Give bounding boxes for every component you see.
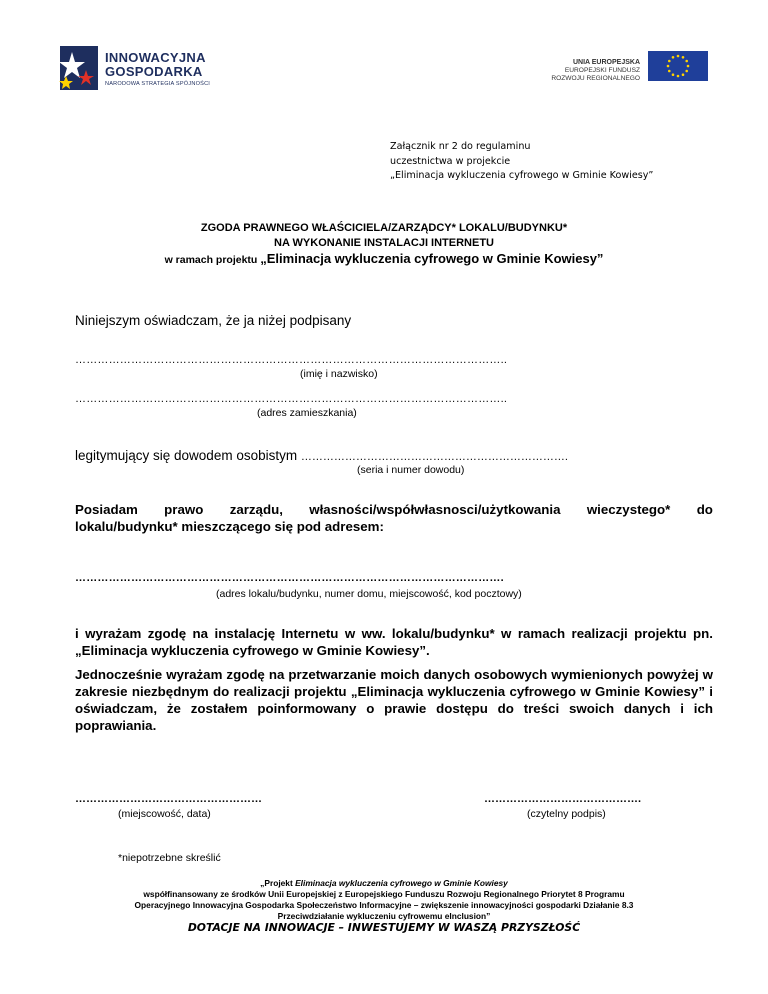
document-subtitle: NA WYKONANIE INSTALACJI INTERNETU bbox=[274, 237, 494, 249]
footnote: *niepotrzebne skreślić bbox=[118, 852, 221, 864]
location-caption: (adres lokalu/budynku, numer domu, miejscowość, kod pocztowy) bbox=[216, 588, 522, 600]
eu-logo-text: UNIA EUROPEJSKA EUROPEJSKI FUNDUSZ ROZWOJU REGIONALNEGO bbox=[551, 59, 640, 82]
document-title: ZGODA PRAWNEGO WŁAŚCICIELA/ZARZĄDCY* LOKALU/BUDYNKU* bbox=[200, 222, 568, 234]
data-consent-paragraph: Jednocześnie wyrażam zgodę na przetwarzanie moich danych osobowych wymienionych powyżej w zakresie niezbędnym do realizacji projektu „Eliminacja wykluczenia cyfrowego w Gminie Kowiesy” i oświadczam, że zostałem poinformowany o prawie dostępu do treści swoich danych i ich poprawiania. bbox=[75, 667, 713, 733]
innowacyjna-gospodarka-logo bbox=[58, 44, 228, 96]
footer-slogan: DOTACJE NA INNOWACJE – INWESTUJEMY W WASZĄ PRZYSZŁOŚĆ bbox=[187, 921, 581, 934]
logo-title: INNOWACYJNA GOSPODARKA bbox=[105, 50, 206, 79]
id-field-dots[interactable]: ………………………………………………………………. bbox=[300, 451, 568, 463]
footer-project: „Projekt Eliminacja wykluczenia cyfrowego w Gminie Kowiesy bbox=[260, 878, 508, 888]
project-line: w ramach projektu „Eliminacja wykluczenia cyfrowego w Gminie Kowiesy” bbox=[164, 251, 604, 266]
consent-paragraph: i wyrażam zgodę na instalację Internetu w ww. lokalu/budynku* w ramach realizacji projektu pn. „Eliminacja wykluczenia cyfrowego w Gminie Kowiesy”. bbox=[75, 626, 713, 658]
signature-caption: (czytelny podpis) bbox=[527, 808, 606, 820]
rights-line-2: lokalu/budynku* mieszczącego się pod adresem: bbox=[75, 519, 384, 534]
place-date-dots[interactable]: …………………………………………… bbox=[75, 793, 262, 805]
name-field-dots[interactable]: …………………………………………………………………………………………………….. bbox=[75, 354, 508, 366]
footer-line-4: Przeciwdziałanie wykluczeniu cyfrowemu eInclusion” bbox=[277, 911, 491, 921]
id-caption: (seria i numer dowodu) bbox=[357, 464, 465, 476]
id-line: legitymujący się dowodem osobistym ………………………………………………………………. bbox=[75, 448, 568, 463]
intro-text: Niniejszym oświadczam, że ja niżej podpisany bbox=[75, 313, 352, 328]
signature-dots[interactable]: ……………………………………. bbox=[484, 793, 642, 805]
star-logo-icon bbox=[58, 44, 102, 96]
rights-line: Posiadam prawo zarządu, własności/współwłasnosci/użytkowania wieczystego* do bbox=[75, 502, 713, 517]
eu-flag-icon bbox=[648, 51, 708, 81]
annex-note: Załącznik nr 2 do regulaminu uczestnictwa w projekcie „Eliminacja wykluczenia cyfrowego w Gminie Kowiesy” bbox=[390, 141, 654, 181]
footer-line-2: współfinansowany ze środków Unii Europejskiej z Europejskiego Funduszu Rozwoju Regionalnego Priorytet 8 Programu bbox=[143, 889, 625, 899]
address-caption: (adres zamieszkania) bbox=[257, 407, 357, 419]
logo-subtitle: NARODOWA STRATEGIA SPÓJNOŚCI bbox=[105, 81, 211, 87]
place-date-caption: (miejscowość, data) bbox=[118, 808, 211, 820]
footer-line-3: Operacyjnego Innowacyjna Gospodarka Społeczeństwo Informacyjne – zwiększenie innowacyjności gospodarki Działanie 8.3 bbox=[134, 900, 634, 910]
location-field-dots[interactable]: ……………………………………………………………………………………………………. bbox=[75, 572, 504, 584]
name-caption: (imię i nazwisko) bbox=[300, 368, 378, 380]
address-field-dots[interactable]: …………………………………………………………………………………………………….. bbox=[75, 393, 508, 405]
